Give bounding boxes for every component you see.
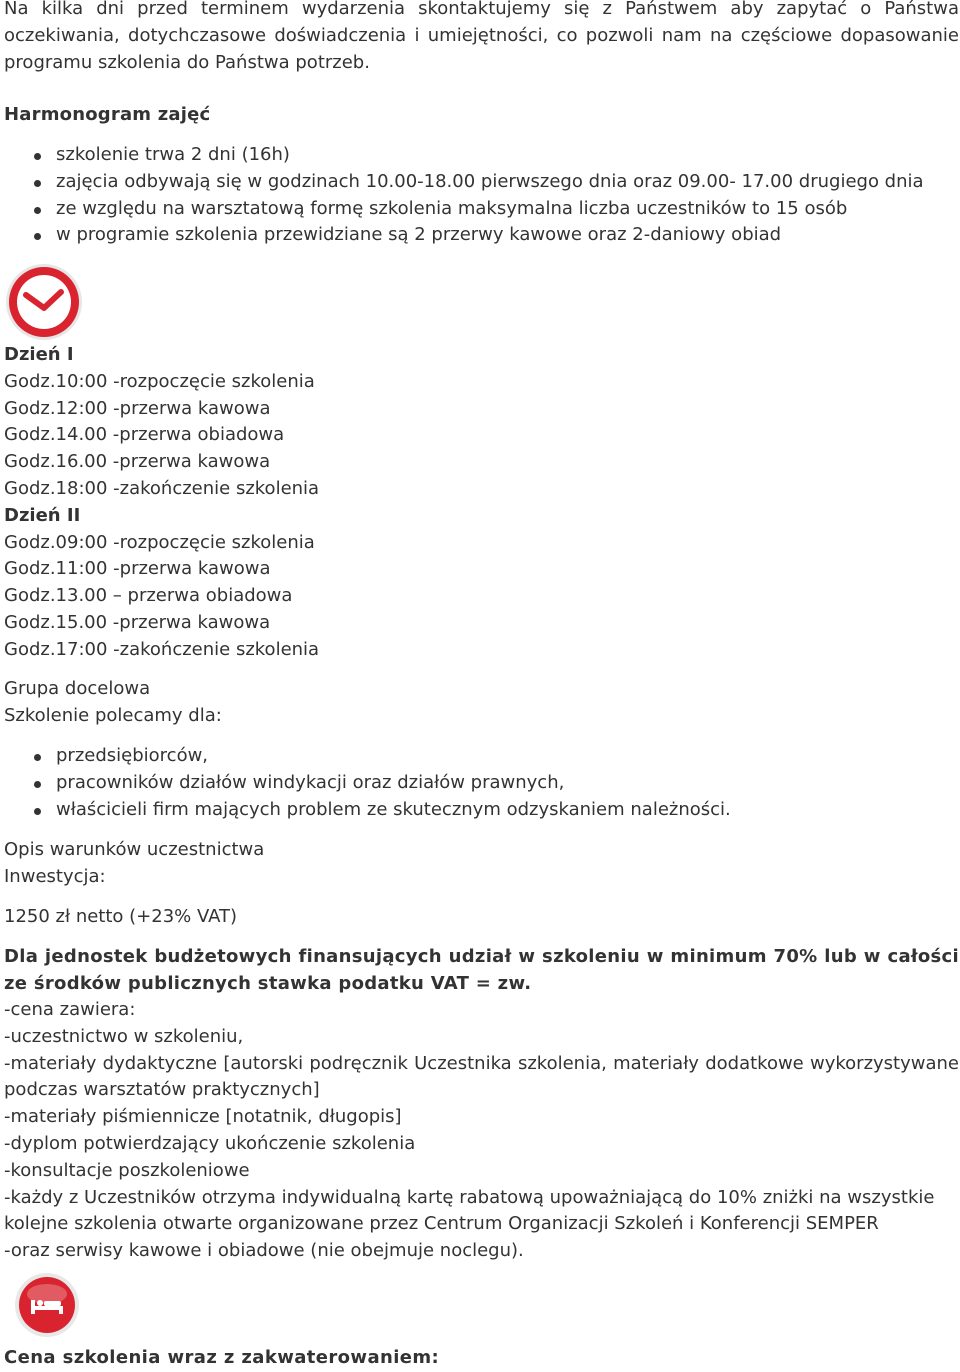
includes-row: -materiały dydaktyczne [autorski podręcznik Uczestnika szkolenia, materiały dodatkowe wykorzystywane podczas warsztatów praktycznych] [4, 1052, 959, 1101]
schedule-row: Godz.14.00 -przerwa obiadowa [4, 424, 285, 446]
schedule-row: Godz.11:00 -przerwa kawowa [4, 558, 271, 580]
schedule-row: Godz.16.00 -przerwa kawowa [4, 451, 271, 473]
intro-paragraph: Na kilka dni przed terminem wydarzenia skontaktujemy się z Państwem aby zapytać o Państwa oczekiwania, dotychczasowe doświadczenia i umiejętności, co pozwoli nam na częściowe dopasowanie programu szkolenia do Państwa potrzeb. [4, 0, 959, 73]
vat-note: Dla jednostek budżetowych finansujących udział w szkoleniu w minimum 70% lub w całości ze środków publicznych stawka podatku VAT = zw. [4, 946, 959, 994]
list-item: pracowników działów windykacji oraz działów prawnych, [4, 770, 959, 797]
schedule-row: Godz.09:00 -rozpoczęcie szkolenia [4, 531, 315, 553]
list-item: zajęcia odbywają się w godzinach 10.00-18.00 pierwszego dnia oraz 09.00- 17.00 drugiego dnia [4, 169, 959, 196]
schedule-row: Godz.12:00 -przerwa kawowa [4, 397, 271, 419]
schedule-list [4, 142, 959, 249]
includes-row: -dyplom potwierdzający ukończenie szkolenia [4, 1132, 416, 1154]
clock-icon [4, 262, 84, 342]
target-lead: Szkolenie polecamy dla: [4, 704, 222, 726]
accommodation-heading: Cena szkolenia wraz z zakwaterowaniem: [4, 1347, 440, 1368]
schedule-heading: Harmonogram zajęć [4, 104, 211, 125]
schedule-row: Godz.15.00 -przerwa kawowa [4, 611, 271, 633]
schedule-row: Godz.18:00 -zakończenie szkolenia [4, 477, 320, 499]
conditions-heading: Opis warunków uczestnictwa [4, 839, 265, 860]
target-heading: Grupa docelowa [4, 678, 151, 699]
price-text: 1250 zł netto (+23% VAT) [4, 906, 238, 927]
conditions-section [4, 837, 264, 891]
list-item: przedsiębiorców, [4, 743, 959, 770]
schedule-row: Godz.13.00 – przerwa obiadowa [4, 585, 293, 607]
schedule-row: Godz.10:00 -rozpoczęcie szkolenia [4, 370, 315, 392]
target-group-section [4, 676, 222, 730]
includes-row: -oraz serwisy kawowe i obiadowe (nie obejmuje noclegu). [4, 1240, 524, 1262]
includes-row: -konsultacje poszkoleniowe [4, 1159, 250, 1181]
list-item: ze względu na warsztatową formę szkolenia maksymalna liczba uczestników to 15 osób [4, 196, 959, 223]
day1-title: Dzień I [4, 344, 74, 365]
investment-label: Inwestycja: [4, 865, 106, 887]
includes-row: -uczestnictwo w szkoleniu, [4, 1025, 244, 1047]
includes-row: -materiały piśmiennicze [notatnik, długopis] [4, 1106, 402, 1128]
day1-schedule [4, 342, 319, 664]
bed-icon [14, 1272, 80, 1338]
includes-row: -każdy z Uczestników otrzyma indywidualną kartę rabatową upoważniającą do 10% zniżki na wszystkie kolejne szkolenia otwarte organizowane przez Centrum Organizacji Szkoleń i Konferencji SEMPER [4, 1186, 935, 1235]
includes-row: -cena zawiera: [4, 999, 136, 1020]
list-item: właścicieli firm mających problem ze skutecznym odzyskaniem należności. [4, 797, 959, 824]
day2-title: Dzień II [4, 504, 81, 526]
list-item: szkolenie trwa 2 dni (16h) [4, 142, 959, 169]
includes-list [4, 997, 959, 1265]
schedule-row: Godz.17:00 -zakończenie szkolenia [4, 638, 320, 660]
target-list [4, 743, 959, 823]
list-item: w programie szkolenia przewidziane są 2 przerwy kawowe oraz 2-daniowy obiad [4, 222, 959, 249]
